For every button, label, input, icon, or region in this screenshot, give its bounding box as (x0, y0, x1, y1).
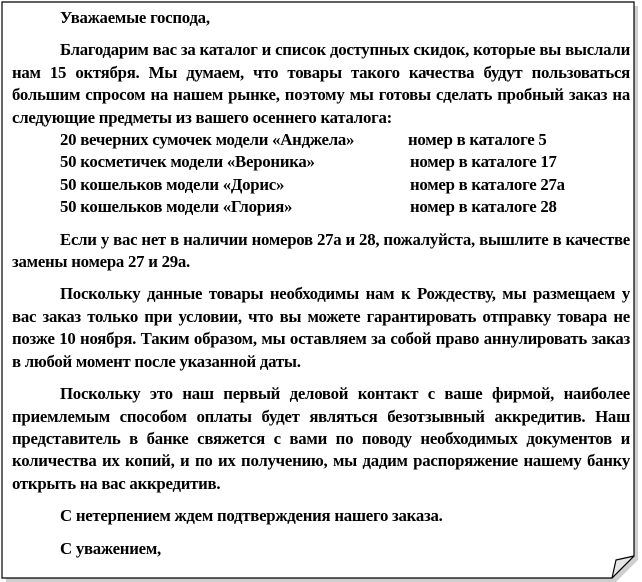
order-item-description: 50 кошельков модели «Глория» (60, 197, 293, 217)
letter-paragraph-delivery-condition: Поскольку данные товары необходимы нам к Рождеству, мы размещаем у вас заказ только при условии, что вы можете гарантировать отправку товара не позже 10 ноября. Таким образом, мы оставляем за собой право аннулировать заказ в любой момент после указанной даты. (12, 284, 630, 371)
order-item-catalog-number: номер в каталоге 5 (408, 130, 547, 150)
letter-greeting: Уважаемые господа, (60, 8, 210, 27)
letter-paragraph-thanks: Благодарим вас за каталог и список доступных скидок, которые вы выслали нам 15 октября. Мы думаем, что товары такого качества будут пользоваться большим спросом на нашем рынке, поэтому мы готовы сделать пробный заказ на следующие предметы из вашего осеннего каталога: (12, 40, 630, 127)
order-list (60, 129, 630, 219)
letter-paragraph-payment: Поскольку это наш первый деловой контакт с ваше фирмой, наиболее приемлемым способом оплаты будет являться безотзывный аккредитив. Наш представитель в банке свяжется с вами по поводу необходимых документов и количества их копий, и по их получению, мы дадим распоряжение нашему банку открыть на вас аккредитив. (12, 384, 630, 493)
letter-body (12, 7, 630, 570)
order-item-catalog-number: номер в каталоге 27а (410, 174, 565, 194)
order-item (60, 151, 630, 173)
order-item-catalog-number: номер в каталоге 28 (410, 197, 557, 217)
letter-sign-off: С уважением, (60, 538, 161, 558)
letter-paragraph-substitution: Если у вас нет в наличии номеров 27а и 28, пожалуйста, вышлите в качестве замены номера 27 и 29а. (12, 229, 630, 272)
order-item (60, 129, 630, 151)
order-item-description: 50 кошельков модели «Дорис» (60, 174, 285, 194)
order-item (60, 196, 630, 218)
order-item-catalog-number: номер в каталоге 17 (410, 152, 557, 172)
letter-paragraph-confirmation: С нетерпением ждем подтверждения нашего заказа. (60, 506, 443, 526)
order-item-description: 20 вечерних сумочек модели «Анджела» (60, 130, 355, 150)
order-item-description: 50 косметичек модели «Вероника» (60, 152, 315, 172)
order-item (60, 174, 630, 196)
